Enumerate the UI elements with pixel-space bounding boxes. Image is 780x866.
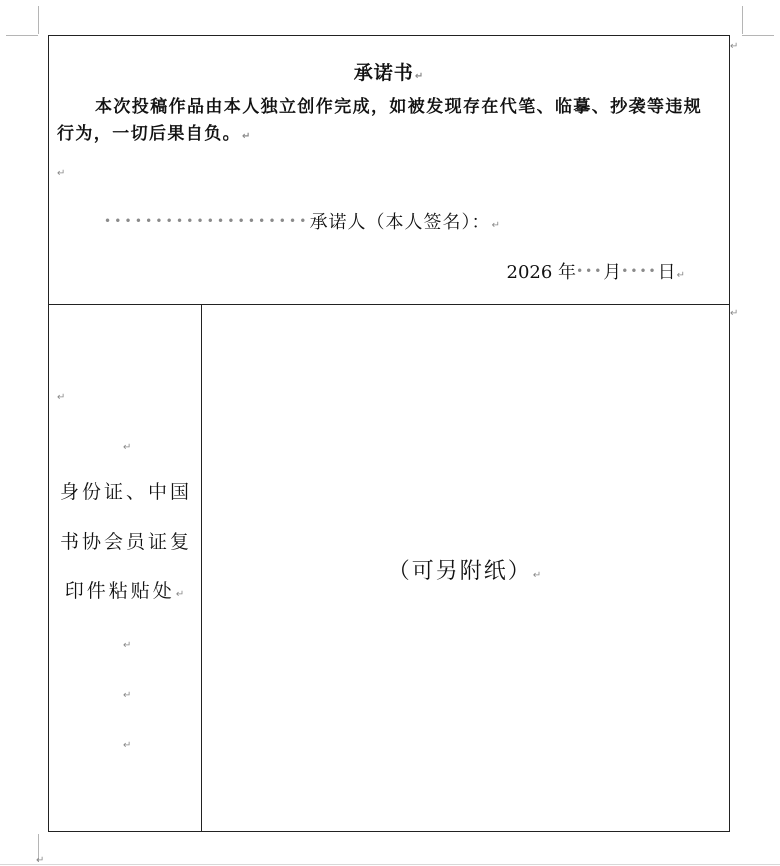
signature-line[interactable] (104, 208, 501, 234)
paragraph-mark-icon: ↵ (57, 168, 66, 179)
page-edge (0, 864, 780, 865)
id-copy-label-line3-text: 印件粘贴处 (64, 580, 175, 602)
signature-dots: •••••••••••••••••••• (104, 214, 310, 228)
pledge-title[interactable] (49, 58, 729, 85)
paragraph-mark-icon: ↵ (123, 740, 132, 751)
paragraph-mark-icon: ↵ (36, 855, 45, 866)
paragraph-mark-icon: ↵ (123, 640, 132, 651)
signature-label: 承诺人（本人签名）： (309, 212, 491, 233)
paragraph-mark-icon: ↵ (175, 589, 188, 600)
pledge-body-text: 本次投稿作品由本人独立创作完成，如被发现存在代笔、临摹、抄袭等违规行为，一切后果自负。 (57, 97, 703, 144)
date-day: 日 (657, 262, 676, 283)
paragraph-mark-icon: ↵ (123, 442, 132, 453)
date-year: 2026 年 (506, 262, 577, 283)
date-day-dots: •••• (621, 264, 658, 278)
id-copy-label-line1: 身份证、中国 (59, 481, 192, 503)
crop-mark (742, 6, 743, 34)
date-month-dots: ••• (576, 264, 604, 278)
attachment-note-text: （可另附纸） (387, 559, 532, 584)
paragraph-mark-icon: ↵ (730, 41, 739, 52)
crop-mark (6, 35, 38, 36)
pledge-body[interactable] (57, 94, 717, 150)
paragraph-mark-icon: ↵ (123, 690, 132, 701)
id-copy-label-line3[interactable] (51, 579, 201, 607)
paragraph-mark-icon: ↵ (532, 570, 544, 581)
paragraph-mark-icon: ↵ (57, 392, 66, 403)
pledge-title-text: 承诺书 (353, 62, 414, 84)
date-month: 月 (603, 262, 622, 283)
paragraph-mark-icon: ↵ (414, 71, 425, 82)
row-divider (49, 304, 729, 305)
attachment-note[interactable] (202, 554, 729, 585)
paragraph-mark-icon: ↵ (676, 270, 685, 281)
paragraph-mark-icon: ↵ (242, 131, 252, 142)
paragraph-mark-icon: ↵ (730, 308, 739, 319)
crop-mark (742, 35, 774, 36)
date-line[interactable] (507, 258, 685, 284)
pledge-form-table (48, 35, 730, 832)
crop-mark (38, 6, 39, 34)
id-copy-label-line2: 书协会员证复 (59, 531, 192, 553)
paragraph-mark-icon: ↵ (491, 220, 501, 231)
